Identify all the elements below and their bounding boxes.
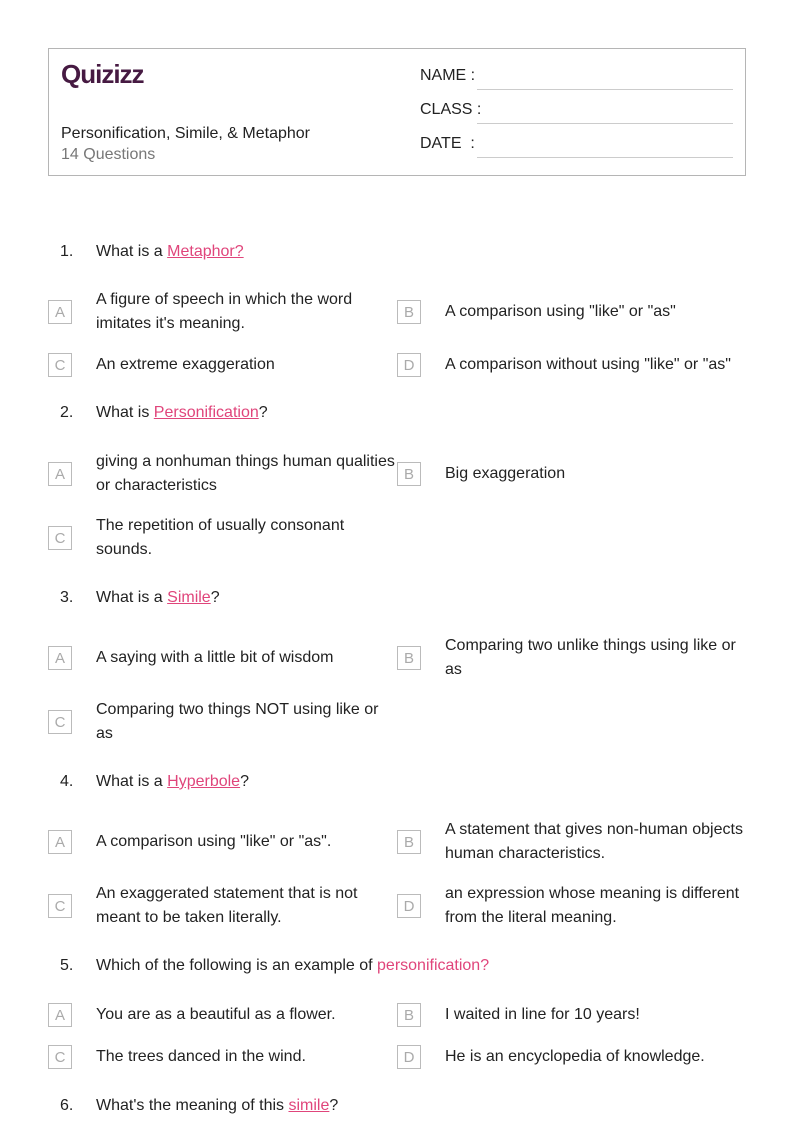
question-text	[96, 401, 268, 425]
question-text	[96, 770, 249, 794]
option-letter-box[interactable]: C	[48, 526, 72, 550]
option-text: A comparison using "like" or "as"	[445, 303, 676, 320]
option-text: A saying with a little bit of wisdom	[96, 649, 334, 666]
option-text: Comparing two things NOT using like or as	[96, 701, 379, 742]
question-keyword: Hyperbole	[167, 773, 241, 790]
option-letter-box[interactable]: A	[48, 1003, 72, 1027]
date-line[interactable]	[477, 157, 733, 158]
option-letter-box[interactable]: C	[48, 353, 72, 377]
option-letter-box[interactable]: B	[397, 1003, 421, 1027]
question-prefix: What's the meaning of this	[96, 1097, 289, 1114]
option-letter-box[interactable]: B	[397, 300, 421, 324]
option-text: Comparing two unlike things using like or as	[445, 637, 736, 678]
option-d[interactable]	[397, 882, 421, 930]
question-suffix: ?	[240, 773, 249, 790]
option-text: I waited in line for 10 years!	[445, 1006, 640, 1023]
option-b[interactable]	[397, 634, 421, 682]
question-prefix: What is a	[96, 773, 168, 790]
question-6	[0, 1094, 794, 1118]
option-text: Big exaggeration	[445, 465, 566, 482]
option-text: A figure of speech in which the word imitates it's meaning.	[96, 291, 353, 332]
question-keyword: Simile	[167, 589, 211, 606]
option-letter-box[interactable]: D	[397, 1045, 421, 1069]
question-4	[0, 770, 794, 794]
question-number: 6.	[60, 1097, 74, 1114]
question-keyword: personification?	[377, 957, 490, 974]
name-line[interactable]	[477, 89, 733, 90]
class-label: CLASS :	[420, 101, 482, 118]
option-text: A statement that gives non-human objects human characteristics.	[445, 821, 743, 862]
class-line[interactable]	[477, 123, 733, 124]
option-letter-box[interactable]: A	[48, 462, 72, 486]
question-number: 2.	[60, 404, 74, 421]
option-c[interactable]	[48, 698, 72, 746]
question-suffix: ?	[329, 1097, 339, 1114]
question-keyword: Personification	[153, 404, 259, 421]
question-count: 14 Questions	[61, 146, 156, 163]
option-b[interactable]	[397, 991, 421, 1039]
option-text: A comparison using "like" or "as".	[96, 833, 332, 850]
option-text: A comparison without using "like" or "as"	[445, 356, 731, 373]
question-number: 1.	[60, 243, 74, 260]
option-c[interactable]	[48, 882, 72, 930]
option-text: An exaggerated statement that is not meant to be taken literally.	[96, 885, 358, 926]
option-letter-box[interactable]: D	[397, 353, 421, 377]
question-text	[96, 1094, 338, 1118]
option-a[interactable]	[48, 818, 72, 866]
question-text	[96, 586, 220, 610]
worksheet-header	[48, 48, 746, 176]
option-letter-box[interactable]: B	[397, 830, 421, 854]
question-keyword: simile	[288, 1097, 330, 1114]
option-letter-box[interactable]: B	[397, 646, 421, 670]
question-prefix: What is a	[96, 243, 168, 260]
option-text: giving a nonhuman things human qualities or characteristics	[96, 453, 395, 494]
option-text: An extreme exaggeration	[96, 356, 275, 373]
option-b[interactable]	[397, 288, 421, 336]
option-d[interactable]	[397, 1033, 421, 1081]
question-number: 3.	[60, 589, 74, 606]
option-a[interactable]	[48, 288, 72, 336]
worksheet-title: Personification, Simile, & Metaphor	[61, 125, 310, 142]
question-text	[96, 954, 489, 978]
question-suffix: ?	[210, 589, 220, 606]
name-label: NAME :	[420, 67, 476, 84]
option-text: You are as a beautiful as a flower.	[96, 1006, 336, 1023]
option-letter-box[interactable]: A	[48, 300, 72, 324]
question-keyword: Metaphor?	[167, 243, 244, 260]
option-text: The trees danced in the wind.	[96, 1048, 306, 1065]
option-a[interactable]	[48, 634, 72, 682]
question-1	[0, 240, 794, 264]
date-label: DATE :	[420, 135, 475, 152]
option-letter-box[interactable]: D	[397, 894, 421, 918]
question-2	[0, 401, 794, 425]
option-letter-box[interactable]: A	[48, 830, 72, 854]
option-b[interactable]	[397, 818, 421, 866]
option-letter-box[interactable]: C	[48, 894, 72, 918]
option-d[interactable]	[397, 341, 421, 389]
option-text: an expression whose meaning is different from the literal meaning.	[445, 885, 740, 926]
question-suffix: ?	[258, 404, 268, 421]
option-c[interactable]	[48, 1033, 72, 1081]
option-a[interactable]	[48, 450, 72, 498]
quizizz-logo: Quizizz	[61, 59, 144, 89]
option-b[interactable]	[397, 450, 421, 498]
option-text: He is an encyclopedia of knowledge.	[445, 1048, 705, 1065]
option-text: The repetition of usually consonant sounds.	[96, 517, 345, 558]
option-letter-box[interactable]: C	[48, 710, 72, 734]
question-text	[96, 240, 244, 264]
question-number: 5.	[60, 957, 74, 974]
option-c[interactable]	[48, 514, 72, 562]
option-letter-box[interactable]: A	[48, 646, 72, 670]
option-c[interactable]	[48, 341, 72, 389]
option-letter-box[interactable]: B	[397, 462, 421, 486]
question-number: 4.	[60, 773, 74, 790]
question-prefix: What is a	[96, 589, 168, 606]
question-3	[0, 586, 794, 610]
question-prefix: What is	[96, 404, 154, 421]
question-5	[0, 954, 794, 978]
option-a[interactable]	[48, 991, 72, 1039]
option-letter-box[interactable]: C	[48, 1045, 72, 1069]
question-prefix: Which of the following is an example of	[96, 957, 378, 974]
